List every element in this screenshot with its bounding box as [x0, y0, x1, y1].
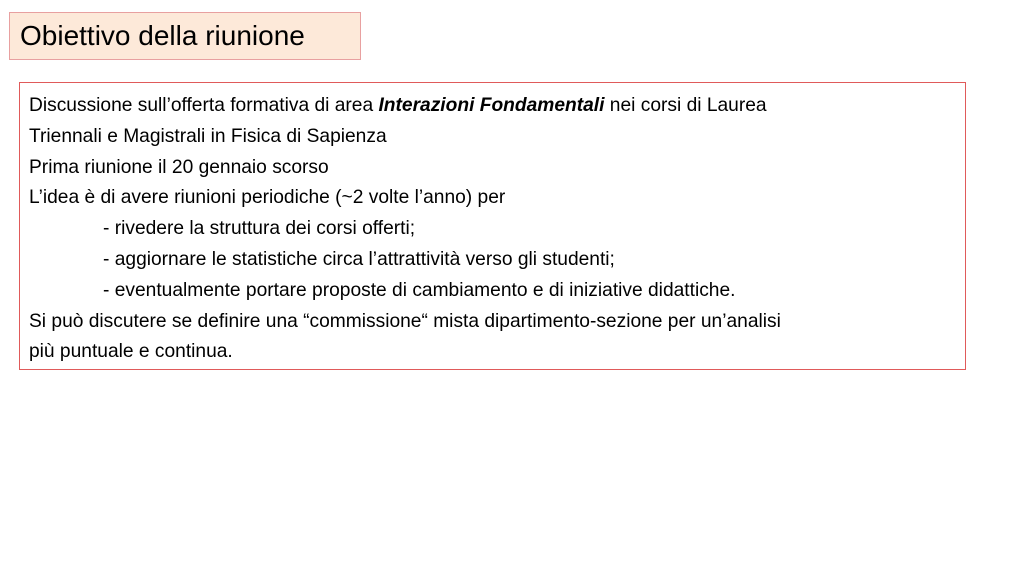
- body-line-4: L’idea è di avere riunioni periodiche (~2 volte l’anno) per: [29, 187, 506, 209]
- bullet-item: - aggiornare le statistiche circa l’attrattività verso gli studenti;: [103, 248, 615, 270]
- bullet-item: - eventualmente portare proposte di cambiamento e di iniziative didattiche.: [103, 279, 736, 301]
- bullet-item: - rivedere la struttura dei corsi offerti;: [103, 218, 416, 240]
- body-line-9: più puntuale e continua.: [29, 341, 233, 363]
- body-line-1: [29, 91, 965, 122]
- slide-title: Obiettivo della riunione: [20, 20, 305, 51]
- body-line-1-pre: Discussione sull’offerta formativa di area: [29, 95, 379, 116]
- body-line-1-post: nei corsi di Laurea: [604, 95, 767, 116]
- body-line-8: Si può discutere se definire una “commissione“ mista dipartimento-sezione per un’analisi: [29, 310, 781, 332]
- body-line-3: Prima riunione il 20 gennaio scorso: [29, 156, 329, 178]
- body-line-2: Triennali e Magistrali in Fisica di Sapienza: [29, 125, 387, 147]
- slide-title-box: [9, 12, 361, 60]
- body-line-1-emphasis: Interazioni Fondamentali: [378, 95, 605, 116]
- slide-content-box: [19, 82, 966, 370]
